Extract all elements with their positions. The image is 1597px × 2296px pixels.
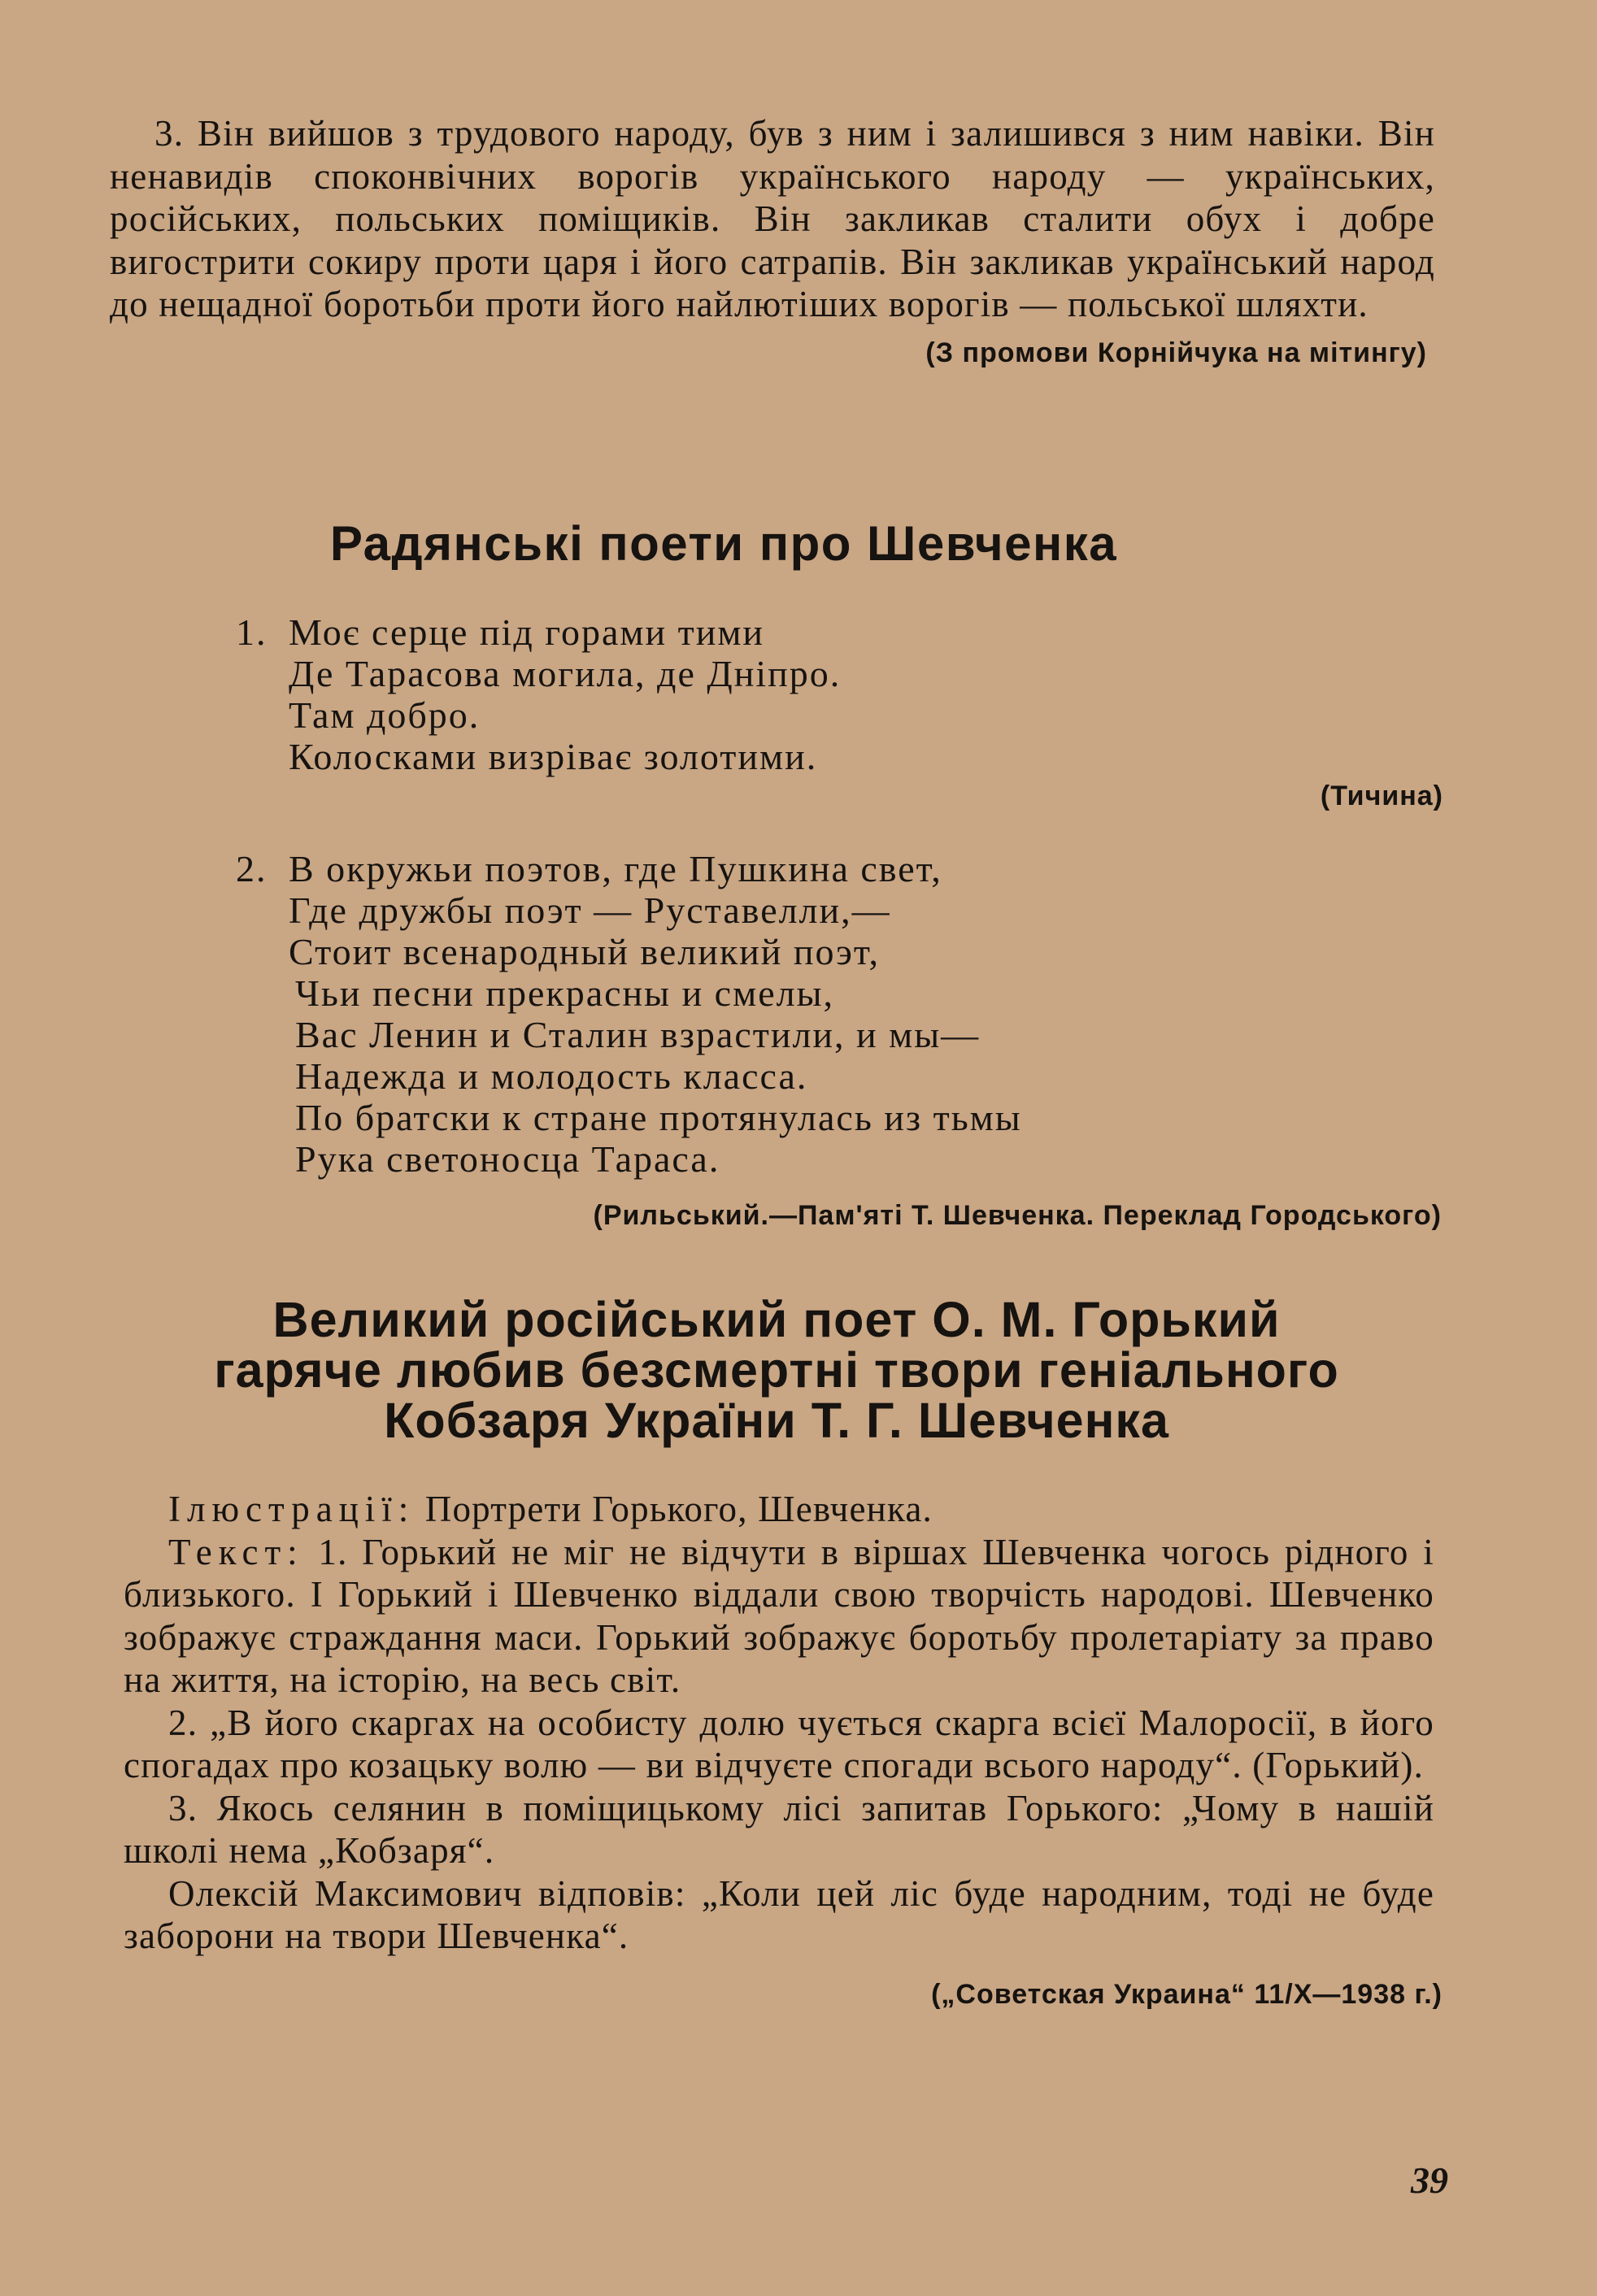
poem1-source-block xyxy=(110,781,1443,812)
illustrations-paragraph xyxy=(124,1488,1434,1531)
text-item-3: 3. Якось селянин в поміщицькому лісі запитав Горького: „Чому в нашій школі нема „Кобзаря“. xyxy=(124,1787,1434,1871)
page-number: 39 xyxy=(1411,2159,1448,2201)
text-item-1 xyxy=(124,1531,1434,1702)
poem-line: Моє серце під горами тими xyxy=(289,611,765,653)
poem-tychyna xyxy=(236,611,842,777)
poem1-source: (Тичина) xyxy=(1320,781,1443,811)
text-item-2: 2. „В його скаргах на особисту долю чується скарга всієї Малоросії, в його спогадах про козацьку волю — ви відчуєте спогади всього народу“. (Горький). xyxy=(124,1702,1434,1785)
poem-line: В окружьи поэтов, где Пушкина свет, xyxy=(289,848,942,889)
gorky-title-line: гаряче любив безсмертні твори геніального xyxy=(214,1342,1339,1398)
speech-paragraph: 3. Він вийшов з трудового народу, був з ним і залишився з ним навіки. Він ненавидів споконвічних ворогів українського народу — українських, російських, польських поміщиків. Він закликав сталити обух і добре вигострити сокиру проти царя і його сатрапів. Він закликав український народ до нещадної боротьби проти його найлютіших ворогів — польської шляхти. xyxy=(110,113,1435,324)
text-item-3-answer: Олексій Максимович відповів: „Коли цей ліс буде народним, тоді не буде заборони на твори Шевченка“. xyxy=(124,1872,1434,1956)
gorky-title-line: Кобзаря України Т. Г. Шевченка xyxy=(384,1393,1169,1448)
poem-rylsky xyxy=(236,848,1022,1180)
poem-line: По братски к стране протянулась из тьмы xyxy=(295,1097,1022,1138)
soviet-poets-title: Радянські поети про Шевченка xyxy=(329,516,1118,571)
illustrations-text: Портрети Горького, Шевченка. xyxy=(415,1489,933,1529)
poem-number: 2. xyxy=(236,848,268,889)
poem2-source: (Рильський.—Пам'яті Т. Шевченка. Переклад Городського) xyxy=(593,1200,1442,1231)
gorky-source: („Советская Украина“ 11/Х—1938 г.) xyxy=(931,1978,1443,2010)
text-item-1-body: 1. Горький не міг не відчути в віршах Шевченка чогось рідного і близького. І Горький і Шевченко віддали свою творчість народові. Шевченко зображує страждання маси. Горький зображує боротьбу пролетаріату за право на життя, на історію, на весь світ. xyxy=(124,1531,1434,1700)
poem-line: Где дружбы поэт — Руставелли,— xyxy=(289,889,891,931)
speech-source: (З промови Корнійчука на мітингу) xyxy=(925,337,1427,368)
poem-line: Там добро. xyxy=(289,694,481,736)
gorky-title-line: Великий російський поет О. М. Горький xyxy=(272,1292,1281,1347)
speech-quote-section xyxy=(110,112,1435,369)
poem-line: Чьи песни прекрасны и смелы, xyxy=(295,972,834,1014)
text-label: Текст: xyxy=(168,1531,304,1572)
soviet-poets-heading-block xyxy=(110,515,1435,572)
poem2-source-block xyxy=(110,1200,1442,1232)
poem-line: Рука светоносца Тараса. xyxy=(295,1138,720,1180)
poem-line: Колосками визріває золотими. xyxy=(289,736,818,777)
poem-line: Вас Ленин и Сталин взрастили, и мы— xyxy=(295,1014,981,1055)
poem-line: Де Тарасова могила, де Дніпро. xyxy=(289,653,842,694)
gorky-heading-block xyxy=(114,1294,1439,1446)
illustrations-label: Ілюстрації: xyxy=(168,1489,416,1529)
poem-number: 1. xyxy=(236,611,268,653)
gorky-text-section xyxy=(124,1488,1443,2011)
poem-line: Стоит всенародный великий поэт, xyxy=(289,931,880,972)
poem-line: Надежда и молодость класса. xyxy=(295,1055,808,1097)
